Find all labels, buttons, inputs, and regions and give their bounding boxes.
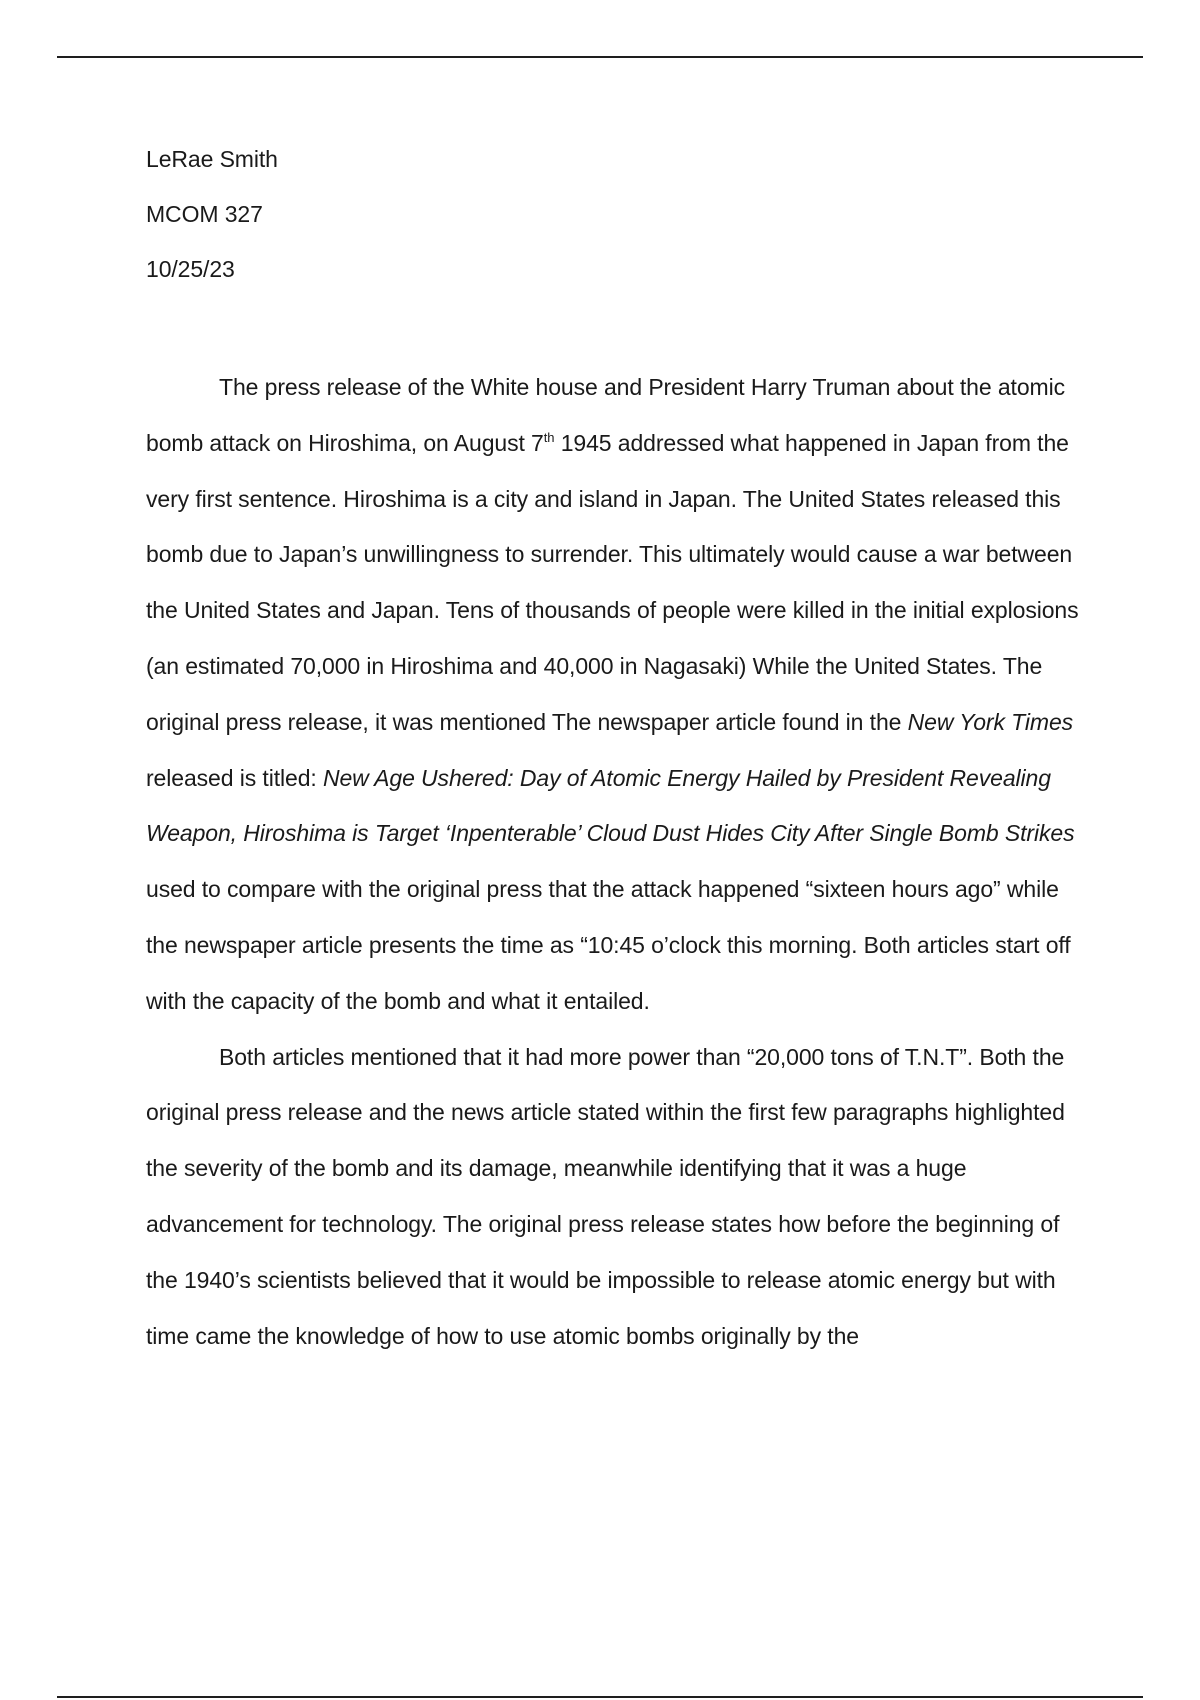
course-code: MCOM 327: [146, 201, 263, 227]
essay-text: [146, 360, 1091, 1364]
paragraph-1-text-b: 1945 addressed what happened in Japan from the very first sentence. Hiroshima is a city and island in Japan. The United States released this bomb due to Japan’s unwillingness to surrender. This ultimately would cause a war between the United States and Japan. Tens of thousands of people were killed in the initial explosions (an estimated 70,000 in Hiroshima and 40,000 in Nagasaki) While the United States. The original press release, it was mentioned The newspaper article found in the: [146, 429, 1079, 735]
page-top-rule: [57, 56, 1143, 58]
paragraph-1-text-a: The press release of the White house and President Harry Truman about the atomic bomb attack on Hiroshima, on August 7: [146, 374, 1065, 456]
newspaper-name: New York Times: [907, 708, 1074, 735]
page-bottom-rule: [57, 1696, 1143, 1698]
paragraph-1-text-d: used to compare with the original press that the attack happened “sixteen hours ago” while the newspaper article presents the time as “10:45 o’clock this morning. Both articles start off with the capacity of the bomb and what it entailed.: [146, 876, 1071, 1014]
author-name: LeRae Smith: [146, 146, 278, 172]
article-headline: New Age Ushered: Day of Atomic Energy Hailed by President Revealing Weapon, Hiroshima is Target ‘Inpenterable’ Cloud Dust Hides City After Single Bomb Strikes: [146, 764, 1075, 847]
document-date: 10/25/23: [146, 256, 235, 282]
essay-paragraph-2: Both articles mentioned that it had more power than “20,000 tons of T.N.T”. Both the original press release and the news article stated within the first few paragraphs highlighted the severity of the bomb and its damage, meanwhile identifying that it was a huge advancement for technology. The original press release states how before the beginning of the 1940’s scientists believed that it would be impossible to release atomic energy but with time came the knowledge of how to use atomic bombs originally by the: [146, 1043, 1065, 1349]
ordinal-suffix: th: [543, 429, 555, 445]
paragraph-1-text-c: released is titled:: [146, 764, 323, 791]
essay-paragraph-1: [146, 360, 1091, 1030]
